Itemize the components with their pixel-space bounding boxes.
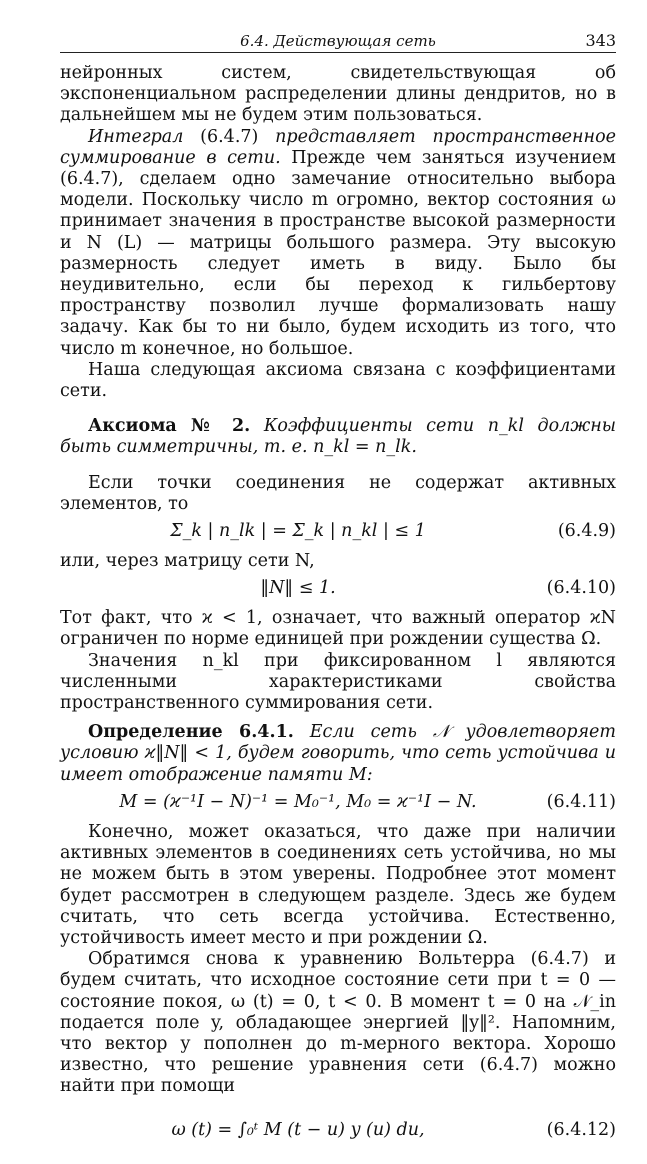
definition-text: Если сеть 𝒩 удовлетворяет условию ϰ‖N‖ < 1, будем говорить, что сеть устойчива и имеет отображение памяти M: [60, 722, 616, 785]
paragraph-4: Если точки соединения не содержат активных элементов, то [60, 472, 616, 514]
paragraph-8: Конечно, может оказаться, что даже при наличии активных элементов в соединениях сеть устойчива, но мы не можем быть в этом уверены. Подробнее этот момент будет рассмотрен в следующем разделе. Здесь же будем считать, что сеть всегда устойчива. Естественно, устойчивость имеет место и при рождении Ω. [60, 821, 616, 948]
equation-formula: M = (ϰ⁻¹I − N)⁻¹ = M₀⁻¹, M₀ = ϰ⁻¹I − N. [119, 791, 477, 812]
equation-6-4-11 [60, 786, 616, 822]
definition-label: Определение 6.4.1. [88, 722, 294, 743]
running-header [60, 30, 616, 53]
running-title: 6.4. Действующая сеть [240, 32, 436, 50]
equation-number: (6.4.12) [546, 1119, 616, 1140]
paragraph-3: Наша следующая аксиома связана с коэффициентами сети. [60, 359, 616, 402]
equation-number: (6.4.10) [546, 578, 616, 599]
definition-6-4-1 [60, 722, 616, 786]
paragraph-1: нейронных систем, свидетельствующая об экспоненциальном распределении длины дендритов, но в дальнейшем мы не будем этим пользоваться. [60, 63, 616, 126]
equation-6-4-9 [60, 515, 616, 551]
axiom-text: Коэффициенты сети n_kl должны быть симметричны, т. е. n_kl = n_lk. [60, 416, 616, 458]
equation-formula: Σ_k | n_lk | = Σ_k | n_kl | ≤ 1 [170, 521, 426, 542]
page-number: 343 [585, 31, 616, 50]
equation-number: (6.4.11) [546, 791, 616, 812]
paragraph-5: или, через матрицу сети N, [60, 551, 315, 572]
paragraph-2-text: Прежде чем заняться изучением (6.4.7), сделаем одно замечание относительно выбора модели. Поскольку число m огромно, вектор состояния ω принимает значения в пространстве высокой размерности и N (L) — матрицы большого размера. Эту высокую размерность следует иметь в виду. Было бы неудивительно, если бы переход к гильбертову пространству позволил лучше формализовать нашу задачу. Как бы то ни было, будем исходить из того, что число m конечное, но большое. [60, 147, 616, 359]
paragraph-9: Обратимся снова к уравнению Вольтерра (6.4.7) и будем считать, что исходное состояние сети при t = 0 — состояние покоя, ω (t) = 0, t < 0. В момент t = 0 на 𝒩_in подается поле y, обладающее энергией ‖y‖². Напомним, что вектор y пополнен до m-мерного вектора. Хорошо известно, что решение уравнения сети (6.4.7) можно найти при помощи [60, 949, 616, 1097]
equation-formula: ‖N‖ ≤ 1. [260, 578, 336, 599]
paragraph-2-italic-lead: Интеграл [88, 126, 184, 147]
axiom-2 [60, 416, 616, 458]
paragraph-2-italic: представляет пространственное суммирование в сети. [60, 126, 616, 168]
equation-number: (6.4.9) [557, 521, 616, 542]
paragraph-2-ref: (6.4.7) [200, 126, 259, 147]
axiom-label: Аксиома № 2. [88, 416, 251, 437]
equation-6-4-10 [60, 572, 616, 608]
paragraph-7: Значения n_kl при фиксированном l являются численными характеристиками свойства пространственного суммирования сети. [60, 650, 616, 714]
paragraph-6: Тот факт, что ϰ < 1, означает, что важный оператор ϰN ограничен по норме единицей при рождении существа Ω. [60, 608, 616, 650]
paragraph-2 [60, 127, 616, 360]
equation-formula: ω (t) = ∫₀ᵗ M (t − u) y (u) du, [171, 1119, 425, 1140]
equation-6-4-12 [60, 1098, 616, 1164]
page-body [60, 63, 616, 1164]
